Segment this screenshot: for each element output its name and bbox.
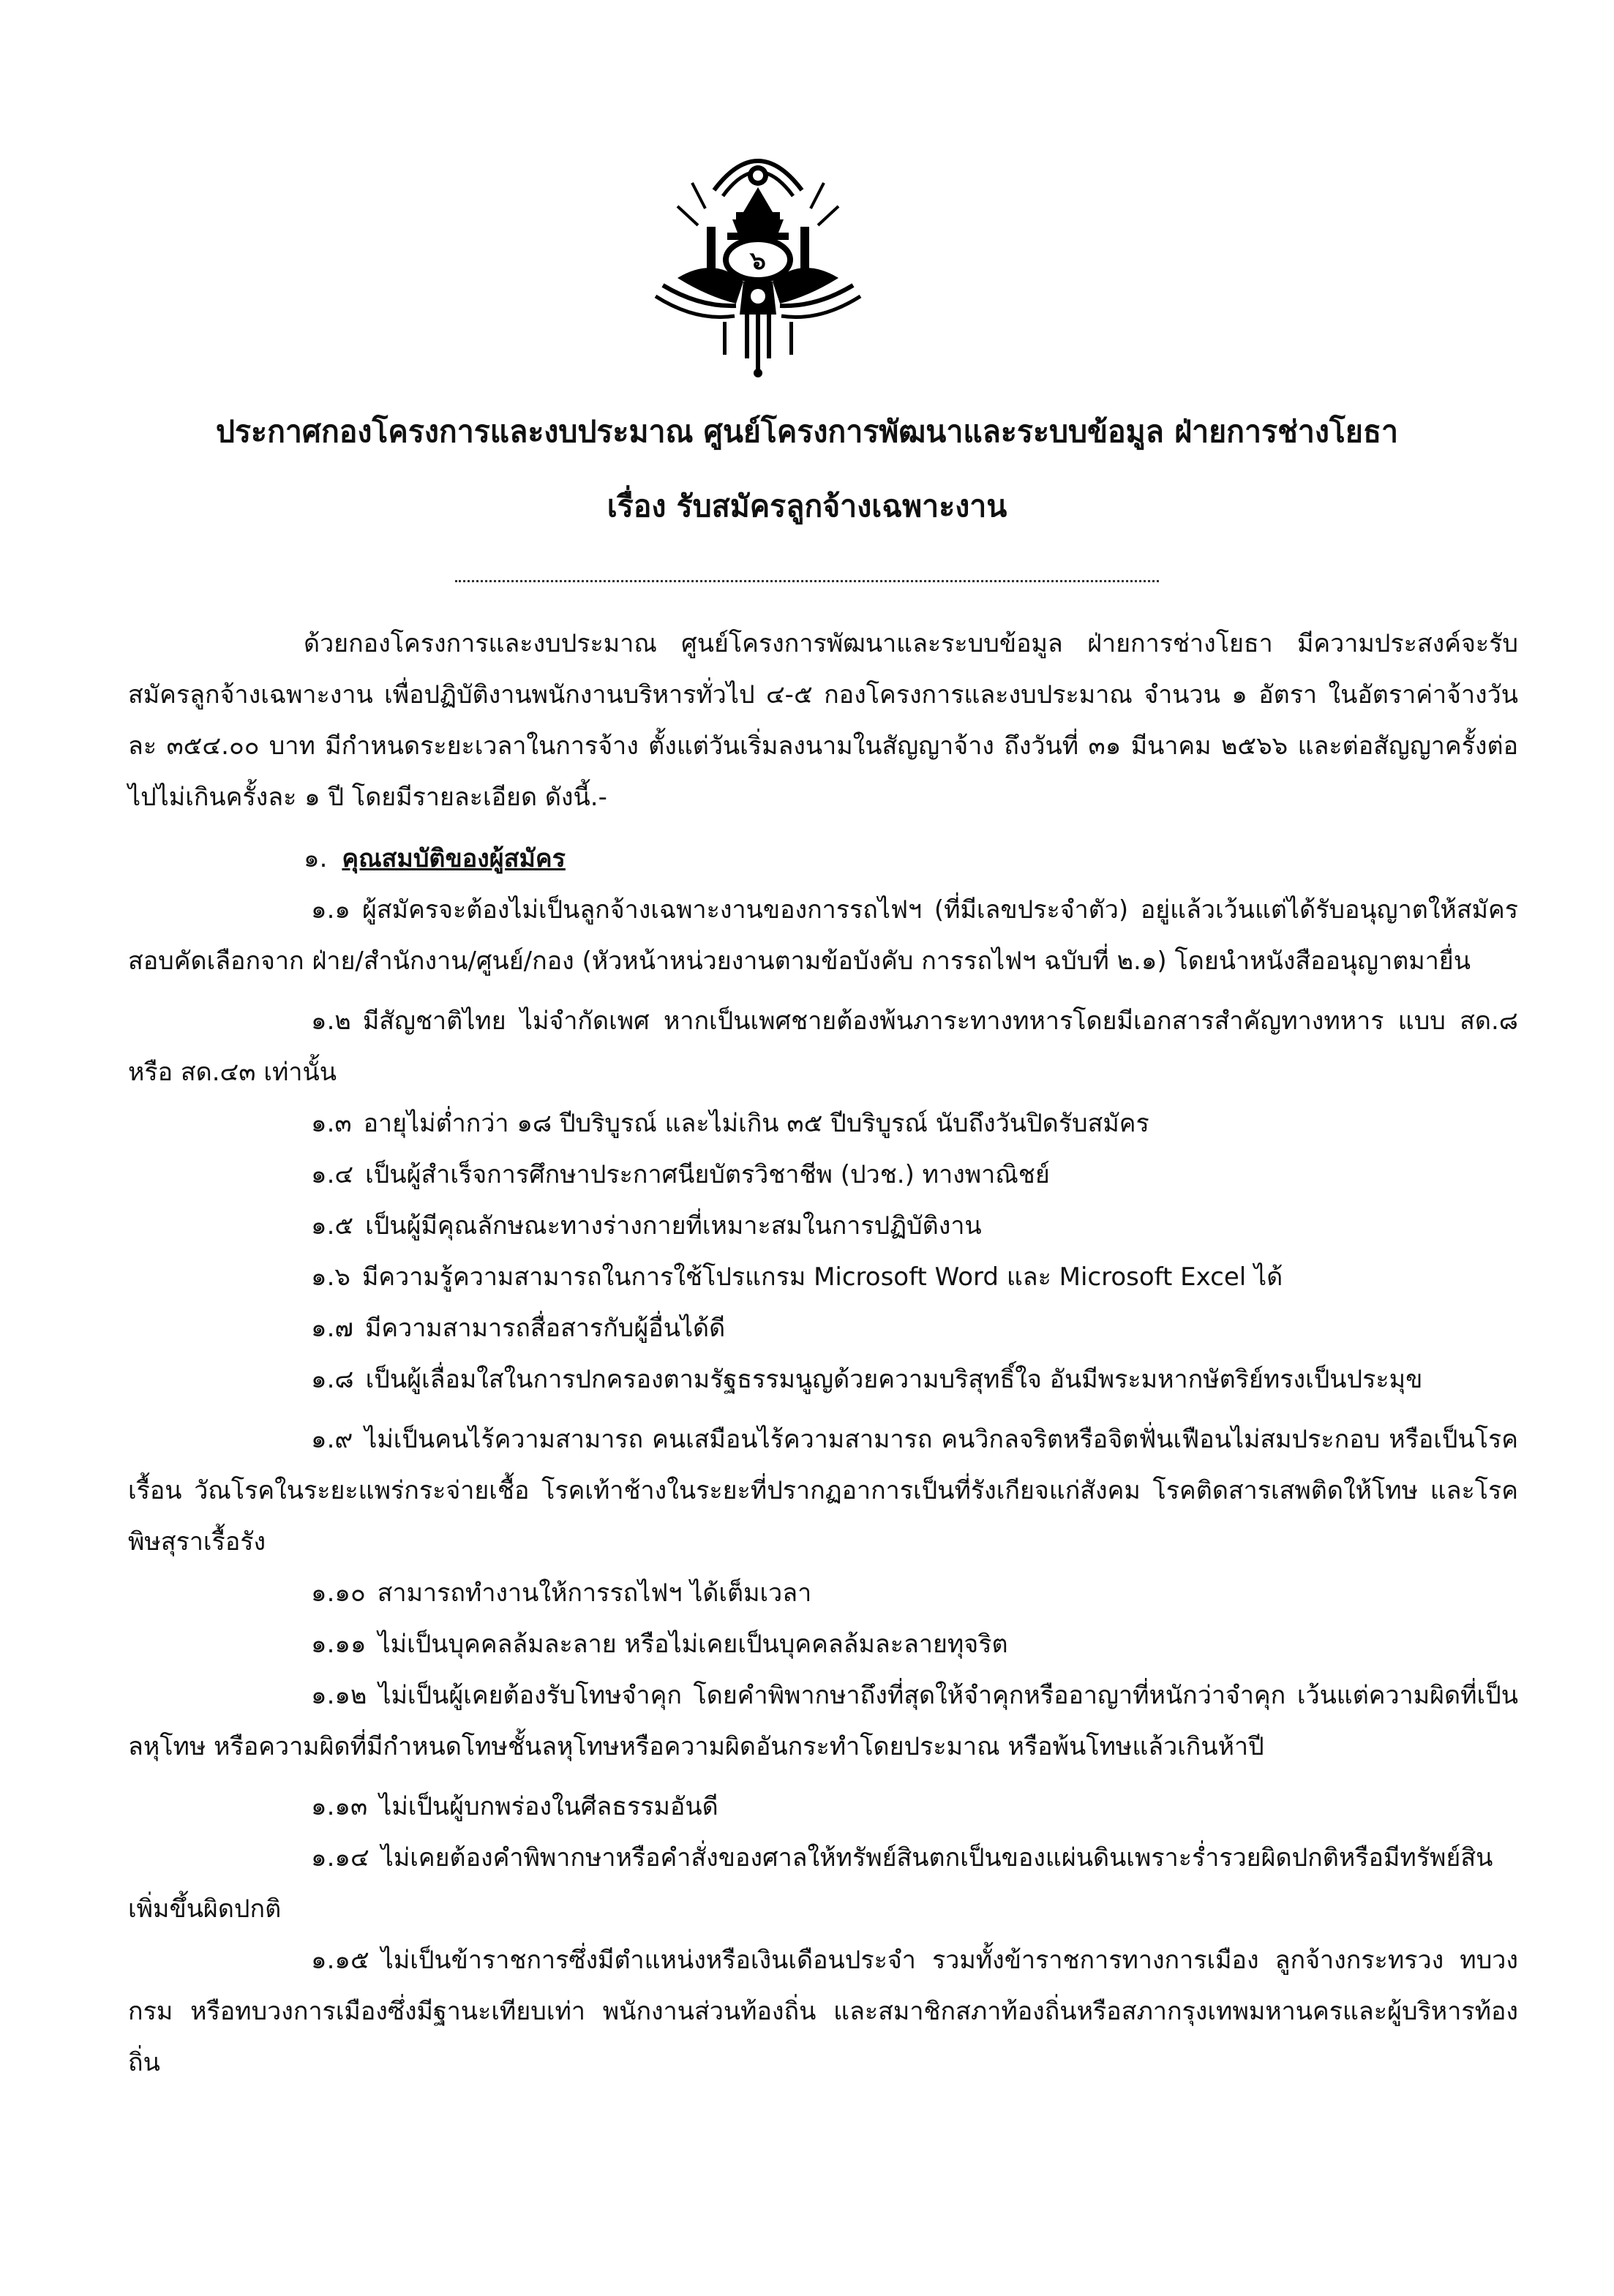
announcement-title: ประกาศกองโครงการและงบประมาณ ศูนย์โครงการพัฒนาและระบบข้อมูล ฝ่ายการช่างโยธา <box>216 414 1398 449</box>
item-number: ๑.๑๐ <box>311 1578 366 1608</box>
item-text: ไม่เป็นบุคคลล้มละลาย หรือไม่เคยเป็นบุคคลล้มละลายทุจริต <box>378 1630 1008 1659</box>
list-item <box>128 884 1518 987</box>
section-title: คุณสมบัติของผู้สมัคร <box>342 844 566 873</box>
srt-emblem-icon <box>634 139 882 380</box>
item-number: ๑.๗ <box>311 1314 353 1343</box>
list-item <box>128 1251 1518 1303</box>
item-text: มีความรู้ความสามารถในการใช้โปรแกรม Microsoft Word และ Microsoft Excel ได้ <box>361 1262 1283 1292</box>
item-text: เป็นผู้มีคุณลักษณะทางร่างกายที่เหมาะสมในการปฏิบัติงาน <box>365 1211 982 1241</box>
list-item <box>128 1781 1518 1832</box>
item-text: อายุไม่ต่ำกว่า ๑๘ ปีบริบูรณ์ และไม่เกิน ๓๕ ปีบริบูรณ์ นับถึงวันปิดรับสมัคร <box>363 1109 1149 1138</box>
item-text: ไม่เคยต้องคำพิพากษาหรือคำสั่งของศาลให้ทรัพย์สินตกเป็นของแผ่นดินเพราะร่ำรวยผิดปกติหรือมีทรัพย์สินเพิ่มขึ้นผิดปกติ <box>128 1843 1493 1924</box>
list-item <box>128 1303 1518 1354</box>
item-text: มีสัญชาติไทย ไม่จำกัดเพศ หากเป็นเพศชายต้องพ้นภาระทางทหารโดยมีเอกสารสำคัญทางทหาร แบบ สด.๘ หรือ สด.๔๓ เท่านั้น <box>128 1006 1518 1087</box>
item-number: ๑.๑ <box>311 895 350 925</box>
item-text: ผู้สมัครจะต้องไม่เป็นลูกจ้างเฉพาะงานของการรถไฟฯ (ที่มีเลขประจำตัว) อยู่แล้วเว้นแต่ได้รับอนุญาตให้สมัครสอบคัดเลือกจาก ฝ่าย/สำนักงาน/ศูนย์/กอง (หัวหน้าหน่วยงานตามข้อบังคับ การรถไฟฯ ฉบับที่ ๒.๑) โดยนำหนังสืออนุญาตมายื่น <box>128 895 1518 976</box>
item-number: ๑.๒ <box>311 1006 351 1036</box>
item-number: ๑.๓ <box>311 1109 352 1138</box>
list-item <box>128 1354 1518 1405</box>
item-number: ๑.๔ <box>311 1160 354 1189</box>
item-text: สามารถทำงานให้การรถไฟฯ ได้เต็มเวลา <box>377 1578 812 1608</box>
item-number: ๑.๑๓ <box>311 1792 368 1821</box>
list-item <box>128 1098 1518 1149</box>
list-item <box>128 1149 1518 1200</box>
document-body <box>128 618 1518 2088</box>
list-item <box>128 1935 1518 2088</box>
list-item <box>128 1414 1518 1567</box>
item-text: ไม่เป็นผู้เคยต้องรับโทษจำคุก โดยคำพิพากษาถึงที่สุดให้จำคุกหรืออาญาที่หนักว่าจำคุก เว้นแต่ความผิดที่เป็นลหุโทษ หรือความผิดที่มีกำหนดโทษชั้นลหุโทษหรือความผิดอันกระทำโดยประมาณ หรือพ้นโทษแล้วเกินห้าปี <box>128 1681 1518 1761</box>
item-text: ไม่เป็นข้าราชการซึ่งมีตำแหน่งหรือเงินเดือนประจำ รวมทั้งข้าราชการทางการเมือง ลูกจ้างกระทรวง ทบวง กรม หรือทบวงการเมืองซึ่งมีฐานะเทียบเท่า พนักงานส่วนท้องถิ่น และสมาชิกสภาท้องถิ่นหรือสภากรุงเทพมหานครและผู้บริหารท้องถิ่น <box>128 1946 1518 2077</box>
intro-paragraph: ด้วยกองโครงการและงบประมาณ ศูนย์โครงการพัฒนาและระบบข้อมูล ฝ่ายการช่างโยธา มีความประสงค์จะรับสมัครลูกจ้างเฉพาะงาน เพื่อปฏิบัติงานพนักงานบริหารทั่วไป ๔-๕ กองโครงการและงบประมาณ จำนวน ๑ อัตรา ในอัตราค่าจ้างวันละ ๓๕๔.๐๐ บาท มีกำหนดระยะเวลาในการจ้าง ตั้งแต่วันเริ่มลงนามในสัญญาจ้าง ถึงวันที่ ๓๑ มีนาคม ๒๕๖๖ และต่อสัญญาครั้งต่อไปไม่เกินครั้งละ ๑ ปี โดยมีรายละเอียด ดังนี้.- <box>128 629 1518 812</box>
svg-text:๖: ๖ <box>750 246 766 276</box>
item-text: มีความสามารถสื่อสารกับผู้อื่นได้ดี <box>364 1314 726 1343</box>
item-number: ๑.๑๕ <box>311 1946 369 1975</box>
item-number: ๑.๖ <box>311 1262 350 1292</box>
item-text: เป็นผู้เลื่อมใสในการปกครองตามรัฐธรรมนูญด้วยความบริสุทธิ์ใจ อันมีพระมหากษัตริย์ทรงเป็นประมุข <box>365 1365 1423 1394</box>
item-number: ๑.๕ <box>311 1211 354 1241</box>
item-text: ไม่เป็นผู้บกพร่องในศีลธรรมอันดี <box>379 1792 718 1821</box>
list-item <box>128 1619 1518 1670</box>
section-number: ๑. <box>304 844 328 873</box>
item-number: ๑.๑๔ <box>311 1843 369 1872</box>
announcement-subject: เรื่อง รับสมัครลูกจ้างเฉพาะงาน <box>607 489 1007 524</box>
item-number: ๑.๑๑ <box>311 1630 367 1659</box>
list-item <box>128 1567 1518 1619</box>
list-item <box>128 995 1518 1098</box>
dotted-divider <box>455 580 1159 582</box>
section-1-heading <box>128 833 1518 884</box>
item-text: ไม่เป็นคนไร้ความสามารถ คนเสมือนไร้ความสามารถ คนวิกลจริตหรือจิตฟั่นเฟือนไม่สมประกอบ หรือเป็นโรคเรื้อน วัณโรคในระยะแพร่กระจ่ายเชื้อ โรคเท้าช้างในระยะที่ปรากฏอาการเป็นที่รังเกียจแก่สังคม โรคติดสารเสพติดให้โทษ และโรคพิษสุราเรื้อรัง <box>128 1425 1518 1557</box>
item-number: ๑.๘ <box>311 1365 354 1394</box>
item-text: เป็นผู้สำเร็จการศึกษาประกาศนียบัตรวิชาชีพ (ปวช.) ทางพาณิชย์ <box>365 1160 1050 1189</box>
list-item <box>128 1670 1518 1772</box>
list-item <box>128 1832 1518 1935</box>
list-item <box>128 1200 1518 1251</box>
item-number: ๑.๑๒ <box>311 1681 367 1710</box>
item-number: ๑.๙ <box>311 1425 353 1454</box>
